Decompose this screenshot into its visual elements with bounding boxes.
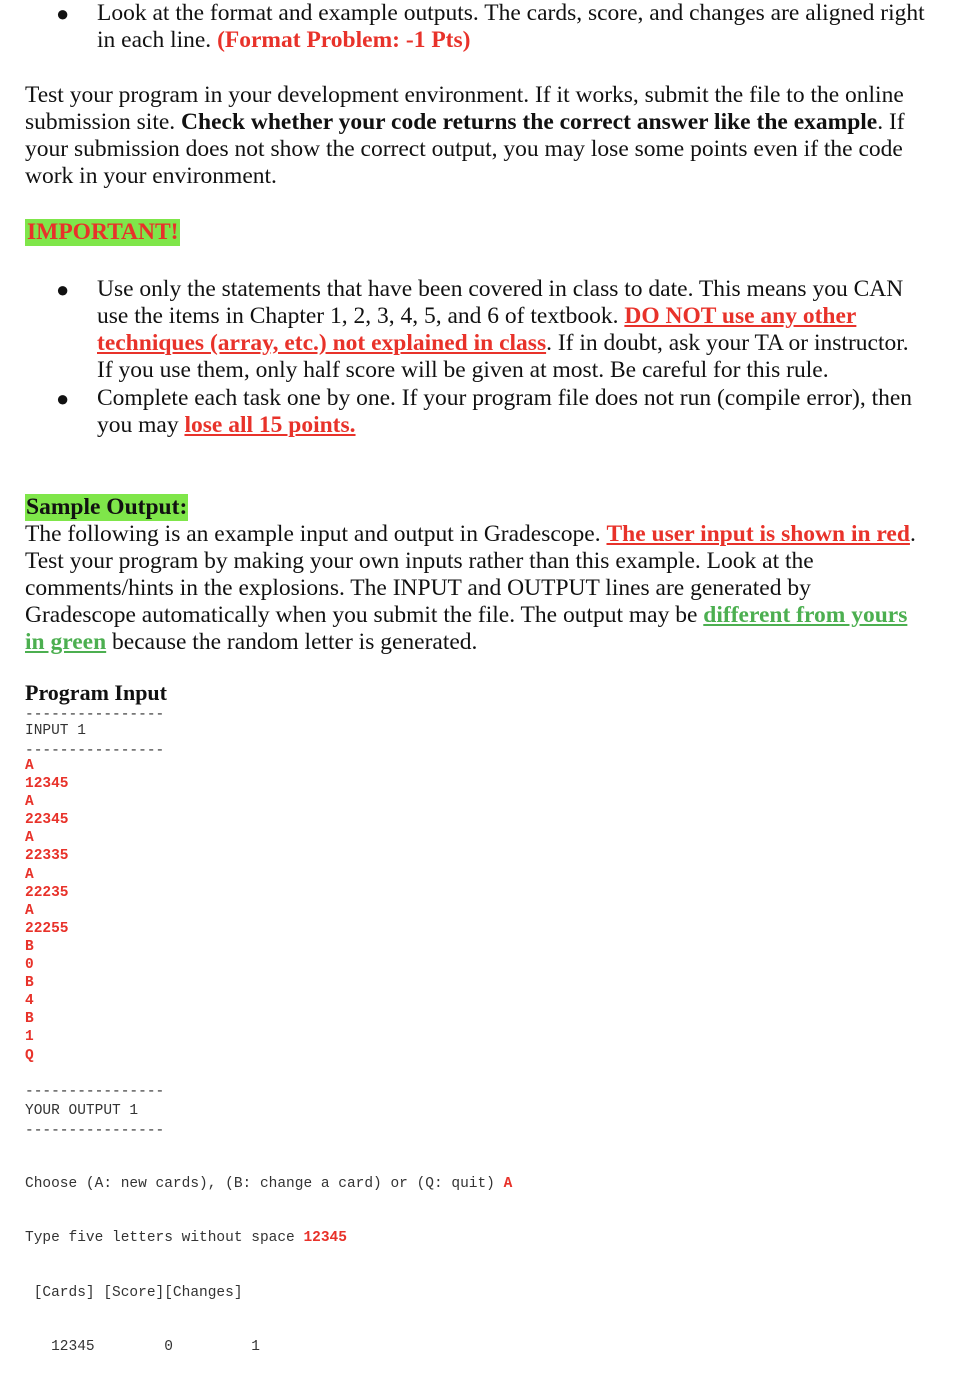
dashes-2: ----------------	[25, 743, 165, 759]
list-item	[25, 385, 925, 439]
input-line: B	[25, 975, 34, 992]
test-text-1: Test your program in your development environment. If it works, submit the file to the online submission site.	[25, 82, 904, 135]
input-line: A	[25, 830, 34, 847]
input-line: 22255	[25, 920, 69, 937]
rule2-text: Complete each task one by one. If your program file does not run (compile error), then you may	[97, 385, 913, 438]
rule2-warning: lose all 15 points.	[184, 412, 356, 438]
user-input-red-note: The user input is shown in red	[606, 521, 910, 547]
input-line: B	[25, 1011, 34, 1028]
bullet-icon: ●	[56, 386, 70, 411]
input-line: A	[25, 902, 34, 919]
rule1-warning: DO NOT use any other techniques (array, etc.) not explained in class	[97, 303, 857, 356]
output-header: YOUR OUTPUT 1	[25, 1103, 139, 1119]
input-lines	[25, 757, 69, 1065]
output-line-1	[25, 1175, 512, 1193]
input-line: 22335	[25, 848, 69, 865]
test-bold: Check whether your code returns the correct answer like the example	[181, 109, 878, 135]
important-label: IMPORTANT!	[27, 219, 179, 245]
rule1-text: Use only the statements that have been covered in class to date. This means you CAN use the items in Chapter 1, 2, 3, 4, 5, and 6 of textbook.	[97, 276, 904, 329]
output-line-3: [Cards] [Score][Changes]	[25, 1284, 243, 1301]
dashes-3: ----------------	[25, 1084, 165, 1100]
input-line: 4	[25, 993, 34, 1010]
input-line: A	[25, 758, 34, 774]
input-line: A	[25, 794, 34, 811]
input-line: Q	[25, 1047, 34, 1064]
top-bullet-list	[25, 0, 925, 54]
output-input-2: 12345	[303, 1230, 347, 1247]
program-input-title: Program Input	[25, 680, 167, 705]
bullet-icon: ●	[56, 277, 70, 302]
input-line: 0	[25, 957, 34, 974]
dashes-4: ----------------	[25, 1123, 165, 1139]
important-heading	[25, 219, 180, 246]
input-line: A	[25, 866, 34, 883]
rules-list	[25, 276, 925, 439]
output-line-2	[25, 1229, 512, 1247]
sample-text-2: . Test your program by making your own inputs rather than this example. Look at the comments/hints in the explosions. The INPUT and OUTPUT lines are generated by Gradescope automatically when you submit the file. The output may be	[25, 521, 916, 628]
output-input-1: A	[503, 1176, 513, 1193]
sample-output-section	[25, 494, 925, 656]
list-item	[25, 0, 925, 54]
input-header: INPUT 1	[25, 723, 86, 739]
input-line: 12345	[25, 776, 69, 793]
test-paragraph	[25, 82, 925, 190]
dashes-1: ----------------	[25, 707, 165, 723]
sample-text-1: The following is an example input and output in Gradescope.	[25, 521, 607, 547]
sample-output-label: Sample Output:	[26, 494, 188, 520]
rule1-text-2: . If in doubt, ask your TA or instructor. If you use them, only half score will be given at most. Be careful for this rule.	[97, 330, 909, 383]
output-block	[25, 1139, 512, 1392]
input-line: 1	[25, 1029, 34, 1046]
output-prompt-2: Type five letters without space	[25, 1230, 304, 1247]
list-item	[25, 276, 925, 384]
sample-text-3: because the random letter is generated.	[106, 629, 478, 655]
output-prompt-1: Choose (A: new cards), (B: change a card) or (Q: quit)	[25, 1176, 504, 1193]
output-line-4: 12345 0 1	[25, 1339, 260, 1356]
format-penalty: (Format Problem: -1 Pts)	[217, 27, 471, 53]
input-line: 22345	[25, 812, 69, 829]
input-line: B	[25, 938, 34, 955]
format-instruction-text: Look at the format and example outputs. The cards, score, and changes are aligned right in each line.	[97, 0, 925, 53]
test-text-2: . If your submission does not show the correct output, you may lose some points even if the code work in your environment.	[25, 109, 905, 189]
green-note: different from yours in green	[25, 602, 908, 655]
bullet-icon: ●	[56, 1, 70, 26]
input-line: 22235	[25, 884, 69, 901]
